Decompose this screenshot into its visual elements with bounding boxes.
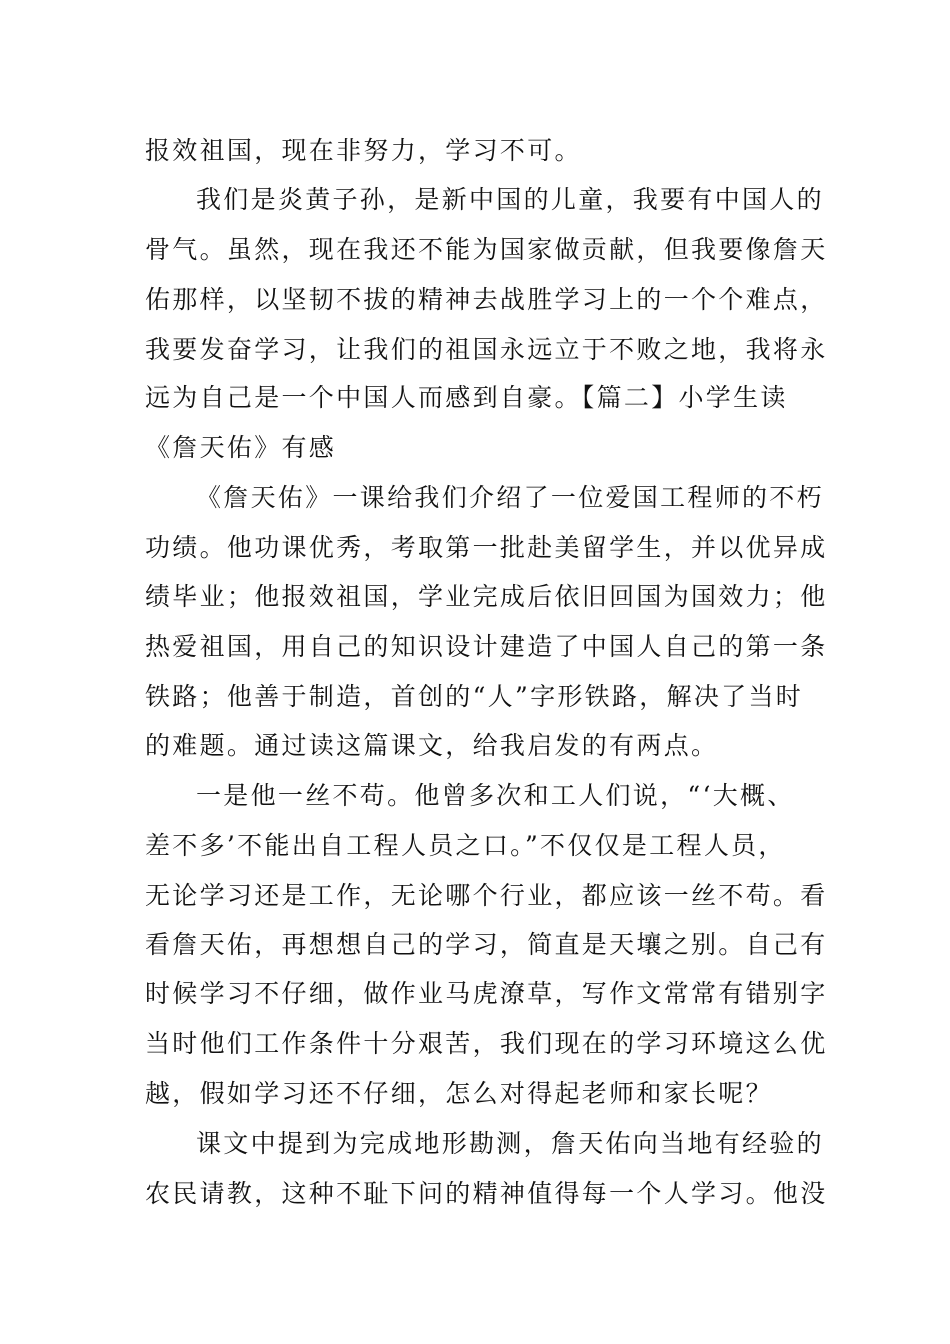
text-line: 《詹天佑》一课给我们介绍了一位爱国工程师的不朽 [196, 483, 824, 512]
text-line: 热爱祖国，用自己的知识设计建造了中国人自己的第一条 [145, 632, 828, 661]
text-line: 一是他一丝不苟。他曾多次和工人们说，“‘大概、 [196, 781, 795, 810]
text-line: 骨气。虽然，现在我还不能为国家做贡献，但我要像詹天 [145, 235, 828, 264]
text-line: 远为自己是一个中国人而感到自豪。【篇二】小学生读 [145, 383, 788, 412]
text-line: 绩毕业；他报效祖国，学业完成后依旧回国为国效力；他 [145, 582, 828, 611]
text-line: 看詹天佑，再想想自己的学习，简直是天壤之别。自己有 [145, 930, 828, 959]
text-line: 铁路；他善于制造，首创的“人”字形铁路，解决了当时 [145, 682, 804, 711]
text-line: 时候学习不仔细，做作业马虎潦草，写作文常常有错别字 [145, 979, 828, 1008]
text-line: 差不多’不能出自工程人员之口。”不仅仅是工程人员， [145, 831, 786, 860]
text-line: 课文中提到为完成地形勘测，詹天佑向当地有经验的 [196, 1129, 824, 1158]
text-line: 越，假如学习还不仔细，怎么对得起老师和家长呢？ [145, 1079, 773, 1108]
text-line: 的难题。通过读这篇课文，给我启发的有两点。 [145, 731, 719, 760]
text-line: 功绩。他功课优秀，考取第一批赴美留学生，并以优异成 [145, 533, 828, 562]
text-line: 无论学习还是工作，无论哪个行业，都应该一丝不苟。看 [145, 881, 828, 910]
text-line: 当时他们工作条件十分艰苦，我们现在的学习环境这么优 [145, 1029, 828, 1058]
text-line: 《詹天佑》有感 [145, 433, 337, 462]
text-line: 报效祖国，现在非努力，学习不可。 [145, 136, 582, 165]
text-line: 佑那样，以坚韧不拔的精神去战胜学习上的一个个难点， [145, 285, 828, 314]
text-line: 我要发奋学习，让我们的祖国永远立于不败之地，我将永 [145, 335, 828, 364]
text-line: 农民请教，这种不耻下问的精神值得每一个人学习。他没 [145, 1179, 828, 1208]
text-line: 我们是炎黄子孙，是新中国的儿童，我要有中国人的 [196, 185, 824, 214]
